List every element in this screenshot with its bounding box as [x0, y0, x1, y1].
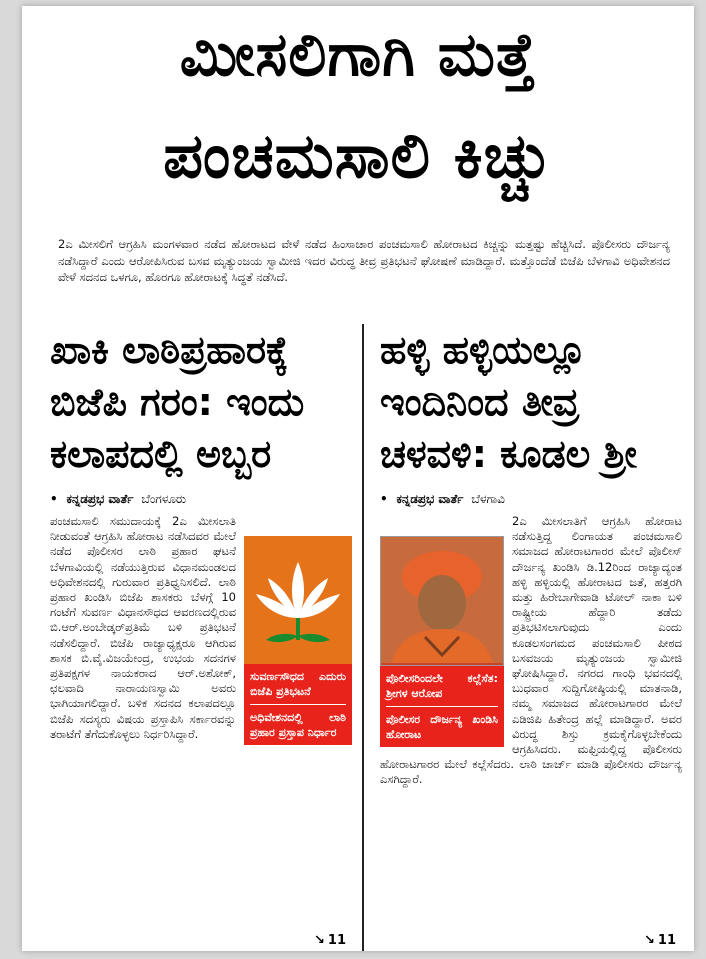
left-highlight-box [244, 664, 352, 745]
left-sidebar [244, 514, 352, 745]
byline-agency: ಕನ್ನಡಪ್ರಭ ವಾರ್ತೆ [396, 492, 464, 506]
right-body-text: 2ಎ ಮೀಸಲಾತಿಗೆ ಆಗ್ರಹಿಸಿ ಹೋರಾಟ ನಡೆಸುತ್ತಿದ್ದ ಲಿಂಗಾಯತ ಪಂಚಮಸಾಲಿ ಸಮಾಜದ ಹೋರಾಟಗಾರರ ಮೇಲೆ ಪೊಲೀಸ್ ದೌರ್ಜನ್ಯ ಖಂಡಿಸಿ ಡಿ.12ರಿಂದ ರಾಜ್ಯಾದ್ಯಂತ ಹಳ್ಳಿ ಹಳ್ಳಿಯಲ್ಲಿ ಹೋರಾಟದ ಜತೆ, ಹತ್ತರಗಿ ಮತ್ತು ಹಿರೇಬಾಗೇವಾಡಿ ಟೋಲ್ ನಾಕಾ ಬಳಿ ರಾಷ್ಟ್ರೀಯ ಹೆದ್ದಾರಿ ತಡೆದು ಪ್ರತಿಭಟಿಸಲಾಗುವುದು ಎಂದು ಕೂಡಲಸಂಗಮದ ಪಂಚಮಸಾಲಿ ಪೀಠದ ಬಸವಜಯ ಮೃತ್ಯುಂಜಯ ಸ್ವಾಮೀಜಿ ಘೋಷಿಸಿದ್ದಾರೆ. ನಗರದ ಗಾಂಧಿ ಭವನದಲ್ಲಿ ಬುಧವಾರ ಸುದ್ದಿಗೋಷ್ಠಿಯಲ್ಲಿ ಮಾತನಾಡಿ, ನಮ್ಮ ಸಮಾಜದ ಹೋರಾಟಗಾರರ ಮೇಲೆ ಎಡಿಜಿಪಿ ಹಿತೇಂದ್ರ ಹಲ್ಲೆ ಮಾಡಿದ್ದಾರೆ. ಅವರ ವಿರುದ್ಧ ಶಿಸ್ತು ಕ್ರಮಕೈಗೊಳ್ಳಬೇಕೆಂದು ಆಗ್ರಹಿಸಿದರು. ಮಫ್ತಿಯಲ್ಲಿದ್ದ ಪೊಲೀಸರು ಹೋರಾಟಗಾರರ ಮೇಲೆ ಕಲ್ಲೆಸೆದರು. ಲಾಠಿ ಚಾರ್ಜ್ ಮಾಡಿ ಪೊಲೀಸರು ದೌರ್ಜನ್ಯ ಎಸಗಿದ್ದಾರೆ. [380, 514, 682, 787]
right-subhead-line: ಇಂದಿನಿಂದ ತೀವ್ರ [380, 380, 579, 424]
column-divider [362, 324, 364, 951]
byline-agency: ಕನ್ನಡಪ್ರಭ ವಾರ್ತೆ [66, 492, 134, 506]
newspaper-page [22, 6, 694, 951]
left-continued-page: 11 [327, 933, 346, 948]
right-subhead-line: ಚಳವಳಿ: ಕೂಡಲ ಶ್ರೀ [380, 432, 637, 476]
left-article [42, 324, 356, 951]
left-subhead-line: ಬಿಜೆಪಿ ಗರಂ: ಇಂದು [50, 380, 305, 424]
arrow-icon: ↘ [314, 933, 325, 948]
left-subhead-line: ಕಲಾಪದಲ್ಲಿ ಅಬ್ಬರ [50, 432, 272, 476]
left-subhead-line: ಖಾಕಿ ಲಾಠಿಪ್ರಹಾರಕ್ಕೆ [50, 328, 289, 372]
left-highlight-1: ಸುವರ್ಣಸೌಧದ ಎದುರು ಬಿಜೆಪಿ ಪ್ರತಿಭಟನೆ [250, 670, 346, 698]
right-highlight-1: ಪೊಲೀಸರಿಂದಲೇ ಕಲ್ಲೆಸೆತ: ಶ್ರೀಗಳ ಆರೋಪ [386, 672, 498, 700]
right-subhead-line: ಹಳ್ಳಿ ಹಳ್ಳಿಯಲ್ಲೂ [380, 328, 587, 372]
right-continued [644, 933, 676, 948]
left-byline [42, 490, 356, 508]
right-byline [372, 490, 686, 508]
swamiji-photo [380, 536, 504, 666]
right-highlight-2: ಪೊಲೀಸರ ದೌರ್ಜನ್ಯ ಖಂಡಿಸಿ ಹೋರಾಟ [386, 713, 498, 741]
left-continued [314, 933, 346, 948]
byline-place: ಬೆಂಗಳೂರು [141, 492, 187, 506]
byline-place: ಬೆಳಗಾವಿ [471, 492, 505, 506]
bjp-lotus-icon [244, 536, 352, 664]
highlight-separator [250, 704, 346, 705]
left-subhead [42, 324, 356, 484]
strap-text: 2ಎ ಮೀಸಲಿಗೆ ಆಗ್ರಹಿಸಿ ಮಂಗಳವಾರ ನಡೆದ ಹೋರಾಟದ ವೇಳೆ ನಡೆದ ಹಿಂಸಾಚಾರ ಪಂಚಮಸಾಲಿ ಹೋರಾಟದ ಕಿಚ್ಚನ್ನು ಮತ್ತಷ್ಟು ಹೆಚ್ಚಿಸಿದೆ. ಪೊಲೀಸರು ದೌರ್ಜನ್ಯ ನಡೆಸಿದ್ದಾರೆ ಎಂದು ಆರೋಪಿಸಿರುವ ಬಸವ ಮೃತ್ಯುಂಜಯ ಸ್ವಾಮೀಜಿ ಇದರ ವಿರುದ್ಧ ತೀವ್ರ ಪ್ರತಿಭಟನೆ ಘೋಷಣೆ ಮಾಡಿದ್ದಾರೆ. ಮತ್ತೊಂದೆಡೆ ಬಿಜೆಪಿ ಬೆಳಗಾವಿ ಅಧಿವೇಶನದ ವೇಳೆ ಸದನದ ಒಳಗೂ, ಹೊರಗೂ ಹೋರಾಟಕ್ಕೆ ಸಿದ್ಧತೆ ನಡೆಸಿದೆ. [58, 237, 670, 284]
right-subhead [372, 324, 686, 484]
right-article [372, 324, 686, 951]
right-sidebar [380, 514, 504, 747]
right-body-wrap [372, 514, 686, 909]
right-highlight-box [380, 666, 504, 747]
left-highlight-2: ಅಧಿವೇಶನದಲ್ಲಿ ಲಾಠಿ ಪ್ರಹಾರ ಪ್ರಸ್ತಾಪ ನಿರ್ಧಾರ [250, 711, 346, 739]
left-body-text: ಪಂಚಮಸಾಲಿ ಸಮುದಾಯಕ್ಕೆ 2ಎ ಮೀಸಲಾತಿ ನೀಡುವಂತೆ ಆಗ್ರಹಿಸಿ ಹೋರಾಟ ನಡೆಸಿದವರ ಮೇಲೆ ನಡೆದ ಪೊಲೀಸರ ಲಾಠಿ ಪ್ರಹಾರ ಘಟನೆ ಬೆಳಗಾವಿಯಲ್ಲಿ ನಡೆಯುತ್ತಿರುವ ವಿಧಾನಮಂಡಲದ ಅಧಿವೇಶನದಲ್ಲಿ ಗುರುವಾರ ಪ್ರತಿಧ್ವನಿಸಲಿದೆ. ಲಾಠಿ ಪ್ರಹಾರ ಖಂಡಿಸಿ ಬಿಜೆಪಿ ಶಾಸಕರು ಬೆಳಗ್ಗೆ 10 ಗಂಟೆಗೆ ಸುವರ್ಣ ವಿಧಾನಸೌಧದ ಆವರಣದಲ್ಲಿರುವ ಬಿ.ಆರ್.ಅಂಬೇಡ್ಕರ್‌ಪ್ರತಿಮೆ ಬಳಿ ಪ್ರತಿಭಟನೆ ನಡೆಸಲಿದ್ದಾರೆ. ಬಿಜೆಪಿ ರಾಜ್ಯಾಧ್ಯಕ್ಷರೂ ಆಗಿರುವ ಶಾಸಕ ಬಿ.ವೈ.ವಿಜಯೇಂದ್ರ, ಉಭಯ ಸದನಗಳ ಪ್ರತಿಪಕ್ಷಗಳ ನಾಯಕರಾದ ಆರ್.ಅಶೋಕ್, ಛಲವಾದಿ ನಾರಾಯಣಸ್ವಾಮಿ ಅವರು ಭಾಗಿಯಾಗಲಿದ್ದಾರೆ. ಬಳಿಕ ಸದನದ ಕಲಾಪದಲ್ಲೂ ಬಿಜೆಪಿ ಸದಸ್ಯರು ವಿಷಯ ಪ್ರಸ್ತಾಪಿಸಿ ಸರ್ಕಾರವನ್ನು ತರಾಟೆಗೆ ತೆಗೆದುಕೊಳ್ಳಲು ನಿರ್ಧರಿಸಿದ್ದಾರೆ. [50, 514, 236, 741]
bullet-icon: • [380, 492, 388, 506]
right-continued-page: 11 [657, 933, 676, 948]
headline-line2: ಪಂಚಮಸಾಲಿ ಕಿಚ್ಚು [163, 119, 553, 192]
bullet-icon: • [50, 492, 58, 506]
left-body-wrap [42, 514, 356, 909]
arrow-icon: ↘ [644, 933, 655, 948]
highlight-separator [386, 706, 498, 707]
headline-line1: ಮೀಸಲಿಗಾಗಿ ಮತ್ತೆ [179, 20, 537, 90]
